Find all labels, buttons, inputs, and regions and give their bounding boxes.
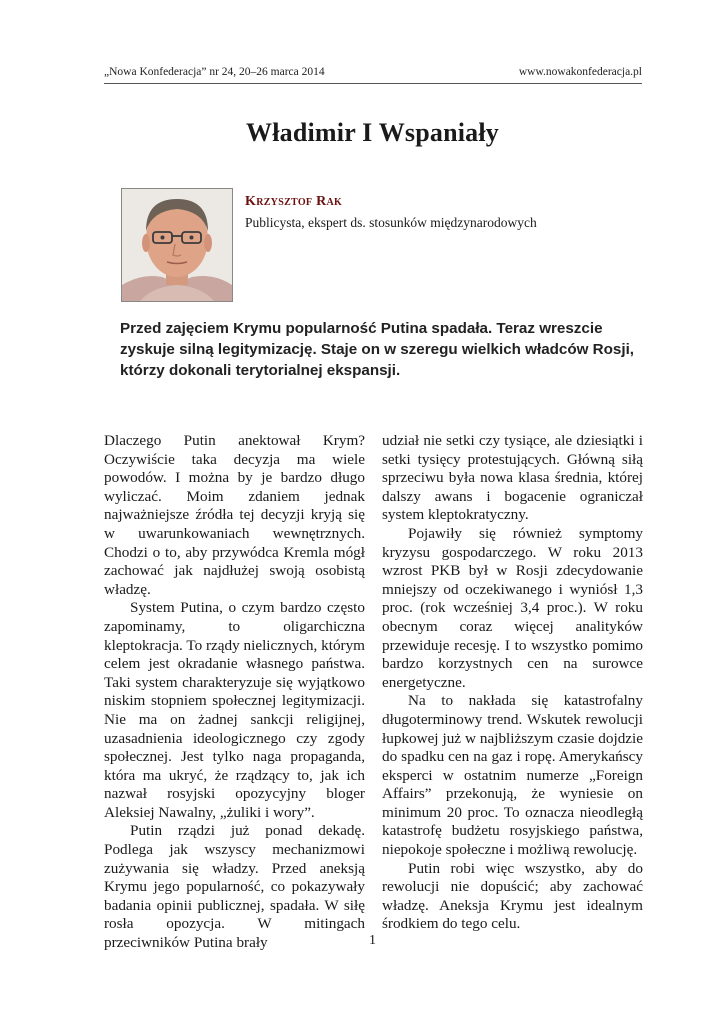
running-header	[104, 66, 642, 78]
article-lead: Przed zajęciem Krymu popularność Putina spadała. Teraz wreszcie zyskuje silną legitymizację. Staje on w szeregu wielkich władców Rosji, którzy dokonali terytorialnej ekspansji.	[120, 320, 635, 379]
paragraph: udział nie setki czy tysiące, ale dziesiątki i setki tysięcy protestujących. Główną siłą sprzeciwu była nowa klasa średnia, której dalszy awans i bogacenie ograniczał system kleptokratyczny.	[382, 432, 643, 524]
issue-info: „Nowa Konfederacja” nr 24, 20–26 marca 2014	[104, 66, 325, 78]
paragraph: Na to nakłada się katastrofalny długoterminowy trend. Wskutek rewolucji łupkowej już w najbliższym czasie dojdzie do spadku cen na gaz i ropę. Amerykańscy eksperci w ostatnim numerze „Foreign Affairs” przekonują, że wyniesie on minimum 20 proc. To oznacza nieodległą katastrofę budżetu rosyjskiego państwa, niepokoje społeczne i możliwą rewolucję.	[382, 692, 643, 859]
paragraph: Putin rządzi już ponad dekadę. Podlega jak wszyscy mechanizmowi zużywania się władzy. Przed aneksją Krymu jego popularność, co pokazywały badania opinii publicznej, spadała. W siłę rosła opozycja. W mitingach przeciwników Putina brały	[104, 822, 365, 952]
paragraph: Putin robi więc wszystko, aby do rewolucji nie dopuścić; aby zachować władzę. Aneksja Krymu jest idealnym środkiem do tego celu.	[382, 859, 643, 933]
author-name: Krzysztof Rak	[245, 194, 343, 209]
paragraph: Pojawiły się również symptomy kryzysu gospodarczego. W roku 2013 wzrost PKB był w Rosji zdecydowanie mniejszy od oczekiwanego i wyniósł 1,3 proc. (rok wcześniej 3,4 proc.). W roku obecnym coraz więcej analityków przewiduje recesję. I to wszystko pomimo bardzo korzystnych cen na surowce energetyczne.	[382, 524, 643, 691]
right-column	[382, 432, 643, 934]
paragraph: System Putina, o czym bardzo często zapominamy, to oligarchiczna kleptokracja. To rządy nielicznych, którym celem jest okradanie własnego państwa. Taki system charakteryzuje się wyjątkowo niskim stopniem społecznej legitymizacji. Nie ma on żadnej sankcji religijnej, uzasadnienia ideologicznego czy zgody społecznej. Jest tylko naga propaganda, która ma ukryć, że rządzący to, jak ich nazwał rosyjski opozycyjny bloger Aleksiej Nawalny, „żuliki i wory”.	[104, 599, 365, 821]
author-description: Publicysta, ekspert ds. stosunków międzynarodowych	[245, 215, 537, 230]
article-title: Władimir I Wspaniały	[246, 118, 499, 147]
left-column	[104, 432, 365, 953]
paragraph: Dlaczego Putin anektował Krym? Oczywiście taka decyzja ma wiele powodów. I można by je bardzo długo wyliczać. Moim zdaniem jednak najważniejsze źródła tej decyzji kryją się w uwarunkowaniach wewnętrznych. Chodzi o to, aby przywódca Kremla mógł zachować jak najdłużej swoją osobistą władzę.	[104, 432, 365, 598]
website-url: www.nowakonfederacja.pl	[518, 66, 642, 78]
page-number: 1	[369, 933, 376, 948]
author-photo	[121, 188, 233, 302]
header-divider	[104, 83, 642, 84]
